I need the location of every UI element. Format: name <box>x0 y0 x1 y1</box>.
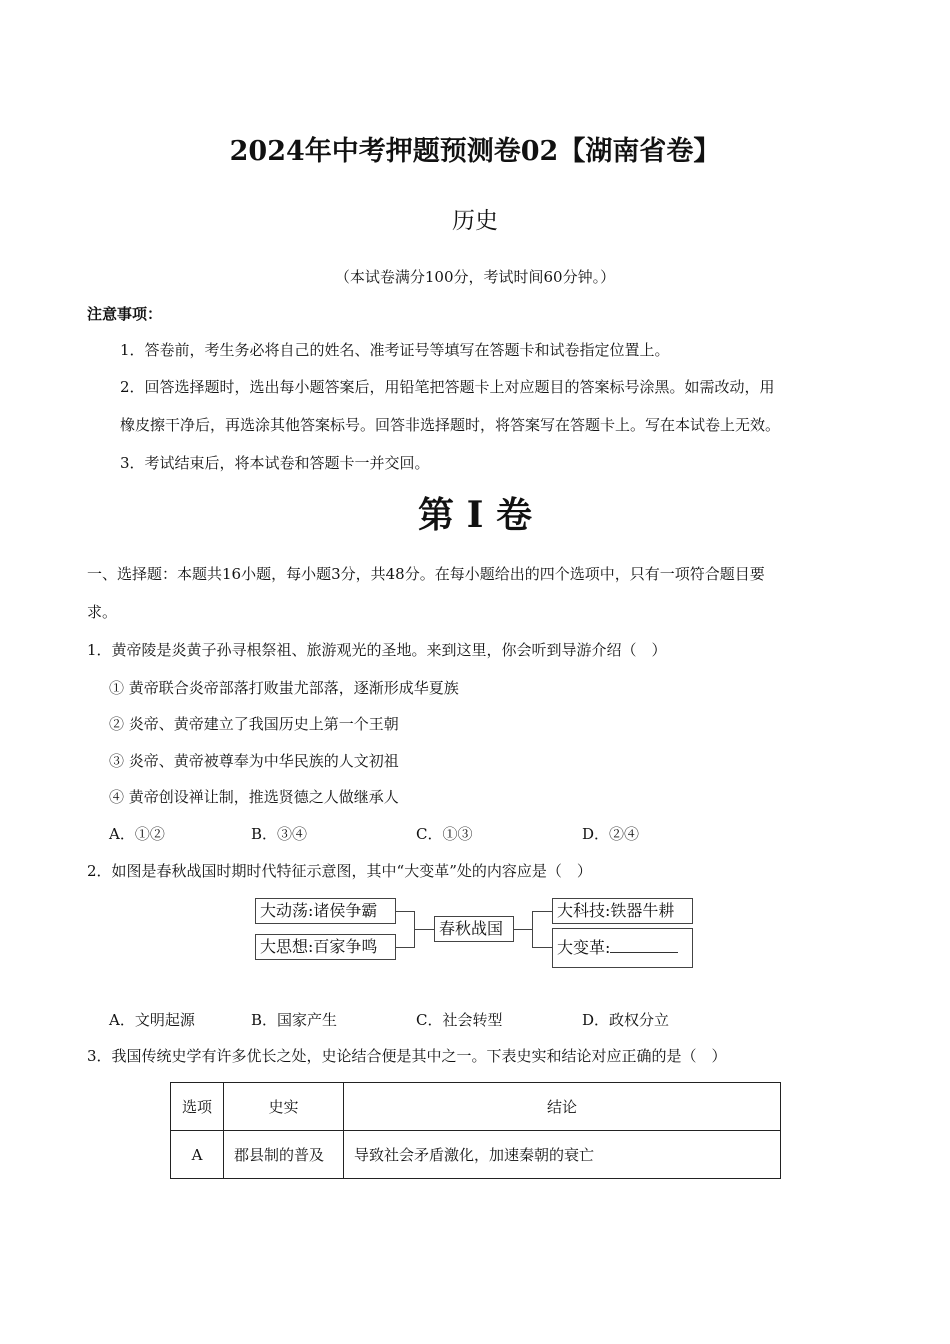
q1-stem: 1．黄帝陵是炎黄子孙寻根祭祖、旅游观光的圣地。来到这里，你会听到导游介绍（ ） <box>87 641 667 659</box>
diagram-connector <box>532 947 552 948</box>
notice-item-2-cont: 橡皮擦干净后，再选涂其他答案标号。回答非选择题时，将答案写在答题卡上。写在本试卷上无效。 <box>120 416 781 434</box>
q1-item-3: ③ 炎帝、黄帝被尊奉为中华民族的人文初祖 <box>109 752 399 770</box>
table-header-cell: 史实 <box>224 1083 344 1131</box>
table-header-cell: 选项 <box>171 1083 224 1131</box>
q1-item-4: ④ 黄帝创设禅让制，推选贤德之人做继承人 <box>109 788 399 806</box>
table-header-row <box>171 1083 781 1131</box>
subject-title: 历史 <box>452 208 498 234</box>
q2-option-b[interactable]: B．国家产生 <box>251 1011 338 1029</box>
diagram-box-right-bottom <box>552 928 693 968</box>
table-row <box>171 1131 781 1179</box>
diagram-connector <box>396 911 414 912</box>
volume-title: 第 I 卷 <box>418 494 532 536</box>
q1-item-2: ② 炎帝、黄帝建立了我国历史上第一个王朝 <box>109 715 399 733</box>
q1-item-1: ① 黄帝联合炎帝部落打败蚩尤部落，逐渐形成华夏族 <box>109 679 459 697</box>
diagram-answer-blank <box>610 938 678 953</box>
diagram-connector <box>514 929 532 930</box>
notice-item-1: 1．答卷前，考生务必将自己的姓名、准考证号等填写在答题卡和试卷指定位置上。 <box>120 341 670 359</box>
table-header-cell: 结论 <box>344 1083 781 1131</box>
table-cell: A <box>171 1131 224 1179</box>
diagram-connector <box>532 911 533 948</box>
q3-table <box>170 1082 781 1179</box>
q1-option-d[interactable]: D．②④ <box>582 825 640 843</box>
q3-stem: 3．我国传统史学有许多优长之处，史论结合便是其中之一。下表史实和结论对应正确的是（ ） <box>87 1047 727 1065</box>
diagram-box-left-top: 大动荡:诸侯争霸 <box>255 898 396 924</box>
diagram-connector <box>532 911 552 912</box>
notice-item-3: 3．考试结束后，将本试卷和答题卡一并交回。 <box>120 454 430 472</box>
diagram-connector <box>414 929 434 930</box>
diagram-box-center: 春秋战国 <box>434 916 514 942</box>
notice-heading: 注意事项： <box>87 305 163 323</box>
table-cell: 导致社会矛盾激化，加速秦朝的衰亡 <box>344 1131 781 1179</box>
section-instruction-cont: 求。 <box>87 603 118 621</box>
section-instruction: 一、选择题：本题共16小题，每小题3分，共48分。在每小题给出的四个选项中，只有一项符合题目要 <box>87 565 765 583</box>
q1-option-b[interactable]: B．③④ <box>251 825 308 843</box>
diagram-box-left-bottom: 大思想:百家争鸣 <box>255 934 396 960</box>
q1-option-a[interactable]: A．①② <box>109 825 165 843</box>
diagram-right-bottom-label: 大变革: <box>557 938 611 957</box>
q1-option-c[interactable]: C．①③ <box>416 825 473 843</box>
diagram-connector <box>396 947 414 948</box>
exam-title: 2024年中考押题预测卷02【湖南省卷】 <box>229 136 721 167</box>
q2-option-d[interactable]: D．政权分立 <box>582 1011 670 1029</box>
notice-item-2: 2．回答选择题时，选出每小题答案后，用铅笔把答题卡上对应题目的答案标号涂黑。如需改动，用 <box>120 378 775 396</box>
diagram-box-right-top: 大科技:铁器牛耕 <box>552 898 693 924</box>
q2-stem: 2．如图是春秋战国时期时代特征示意图，其中“大变革”处的内容应是（ ） <box>87 862 592 880</box>
score-note: （本试卷满分100分，考试时间60分钟。） <box>334 268 616 286</box>
q2-option-a[interactable]: A．文明起源 <box>109 1011 195 1029</box>
table-cell: 郡县制的普及 <box>224 1131 344 1179</box>
q2-option-c[interactable]: C．社会转型 <box>416 1011 503 1029</box>
